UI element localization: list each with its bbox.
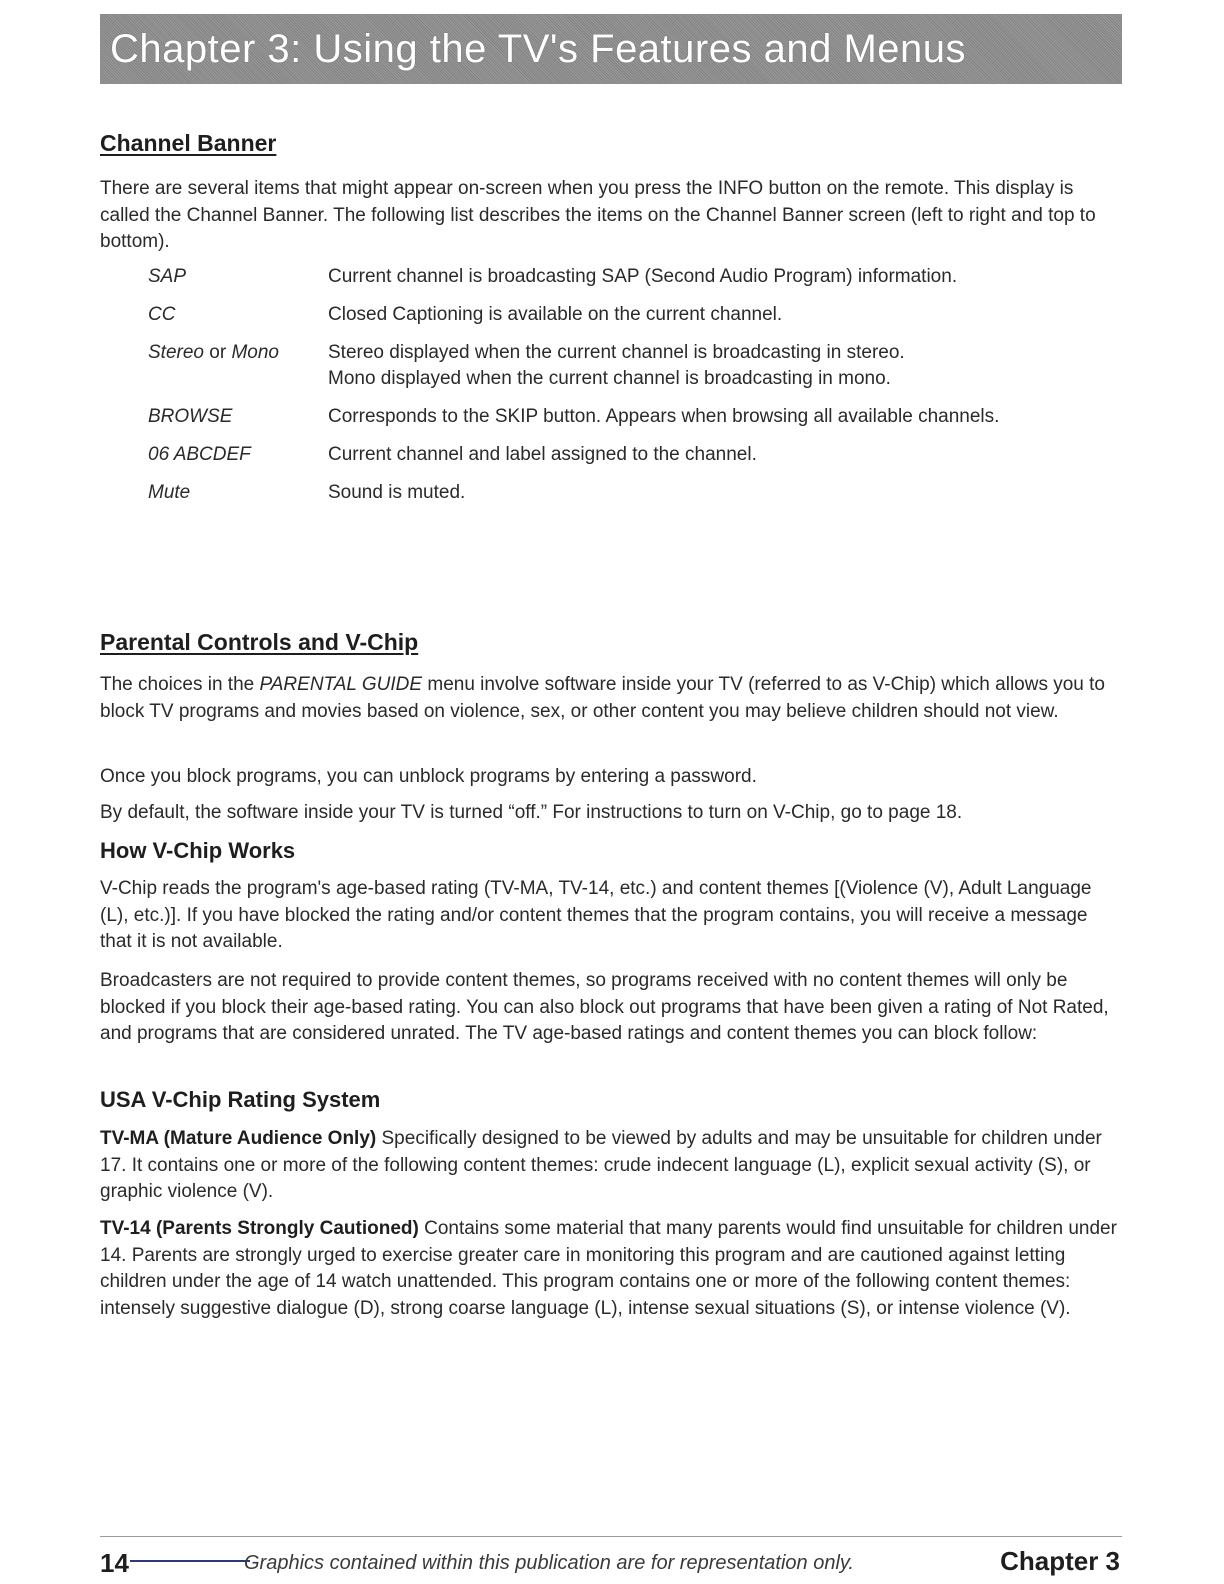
tv-ma-paragraph [100,1126,1120,1206]
tv-ma-label: TV-MA (Mature Audience Only) [100,1128,377,1149]
chapter-title: Chapter 3: Using the TV's Features and Menus [110,26,967,71]
tv-14-label: TV-14 (Parents Strongly Cautioned) [100,1218,419,1239]
footer-divider [100,1536,1122,1537]
term-mono: Mono [231,342,279,363]
tv-14-text: Contains some material that many parents would find unsuitable for children under 14. Parents are strongly urged to exercise greater care in monitoring this program and are cautioned against letting children under the age of 14 watch unattended. This program contains one or more of the following content themes: intensely suggestive dialogue (D), strong coarse language (L), intense sexual situations (S), or intense violence (V). [100,1218,1117,1319]
term-row-cc [148,302,1128,328]
default-off-paragraph: By default, the software inside your TV is turned “off.” For instructions to turn on V-Chip, go to page 18. [100,802,963,823]
term-or: or [203,342,232,363]
term-description: Corresponds to the SKIP button. Appears when browsing all available channels. [328,406,1000,427]
how-vchip-paragraph-1: V-Chip reads the program's age-based rating (TV-MA, TV-14, etc.) and content themes [(Violence (V), Adult Language (L), etc.)]. If you have blocked the rating and/or content themes that the program contains, you will receive a message that it is not available. [100,878,1092,952]
term-description [328,340,1128,392]
footer-accent-line [130,1560,250,1562]
term-label: Mute [148,482,191,503]
term-label: CC [148,304,176,325]
term-row-browse [148,404,1128,430]
channel-banner-intro: There are several items that might appear on-screen when you press the INFO button on the remote. This display is called the Channel Banner. The following list describes the items on the Channel Banner screen (left to right and top to bottom). [100,178,1096,252]
parental-guide-menu-name: PARENTAL GUIDE [259,674,423,695]
parental-intro-a: The choices in the [100,674,260,695]
term-description: Current channel is broadcasting SAP (Second Audio Program) information. [328,266,958,287]
term-row-channel-label [148,442,1128,468]
term-label: BROWSE [148,406,233,427]
tv-14-paragraph [100,1216,1120,1322]
parental-intro-paragraph [100,672,1120,725]
channel-banner-heading: Channel Banner [100,130,277,156]
term-label: 06 ABCDEF [148,444,251,465]
term-label: SAP [148,266,187,287]
term-description: Closed Captioning is available on the current channel. [328,304,783,325]
how-vchip-works-heading: How V-Chip Works [100,838,296,863]
term-row-stereo-mono [148,340,1128,392]
parental-intro-b: menu involve software inside your TV (referred to as V-Chip) which allows you to block TV programs and movies based on violence, sex, or other content you may believe children should not view. [100,674,1105,722]
how-vchip-paragraph-2: Broadcasters are not required to provide content themes, so programs received with no content themes will only be blocked if you block their age-based rating. You can also block out programs that have been given a rating of Not Rated, and programs that are considered unrated. The TV age-based ratings and content themes you can block follow: [100,970,1109,1044]
page-number: 14 [100,1548,129,1578]
footer-disclaimer: Graphics contained within this publication are for representation only. [244,1552,854,1574]
term-row-sap [148,264,1128,290]
term-description: Current channel and label assigned to the channel. [328,444,757,465]
term-description: Sound is muted. [328,482,466,503]
mono-description: Mono displayed when the current channel is broadcasting in mono. [328,368,891,389]
parental-controls-heading: Parental Controls and V-Chip [100,629,419,655]
usa-rating-system-heading: USA V-Chip Rating System [100,1087,381,1112]
stereo-description: Stereo displayed when the current channel is broadcasting in stereo. [328,342,905,363]
chapter-header-banner [100,14,1122,84]
footer-chapter-label: Chapter 3 [1000,1546,1120,1576]
term-label [148,340,328,392]
tv-ma-text: Specifically designed to be viewed by adults and may be unsuitable for children under 17. It contains one or more of the following content themes: crude indecent language (L), explicit sexual activity (S), or graphic violence (V). [100,1128,1102,1202]
channel-banner-term-list [148,264,1128,518]
term-stereo: Stereo [148,342,204,363]
term-row-mute [148,480,1128,506]
unblock-paragraph: Once you block programs, you can unblock programs by entering a password. [100,766,757,787]
